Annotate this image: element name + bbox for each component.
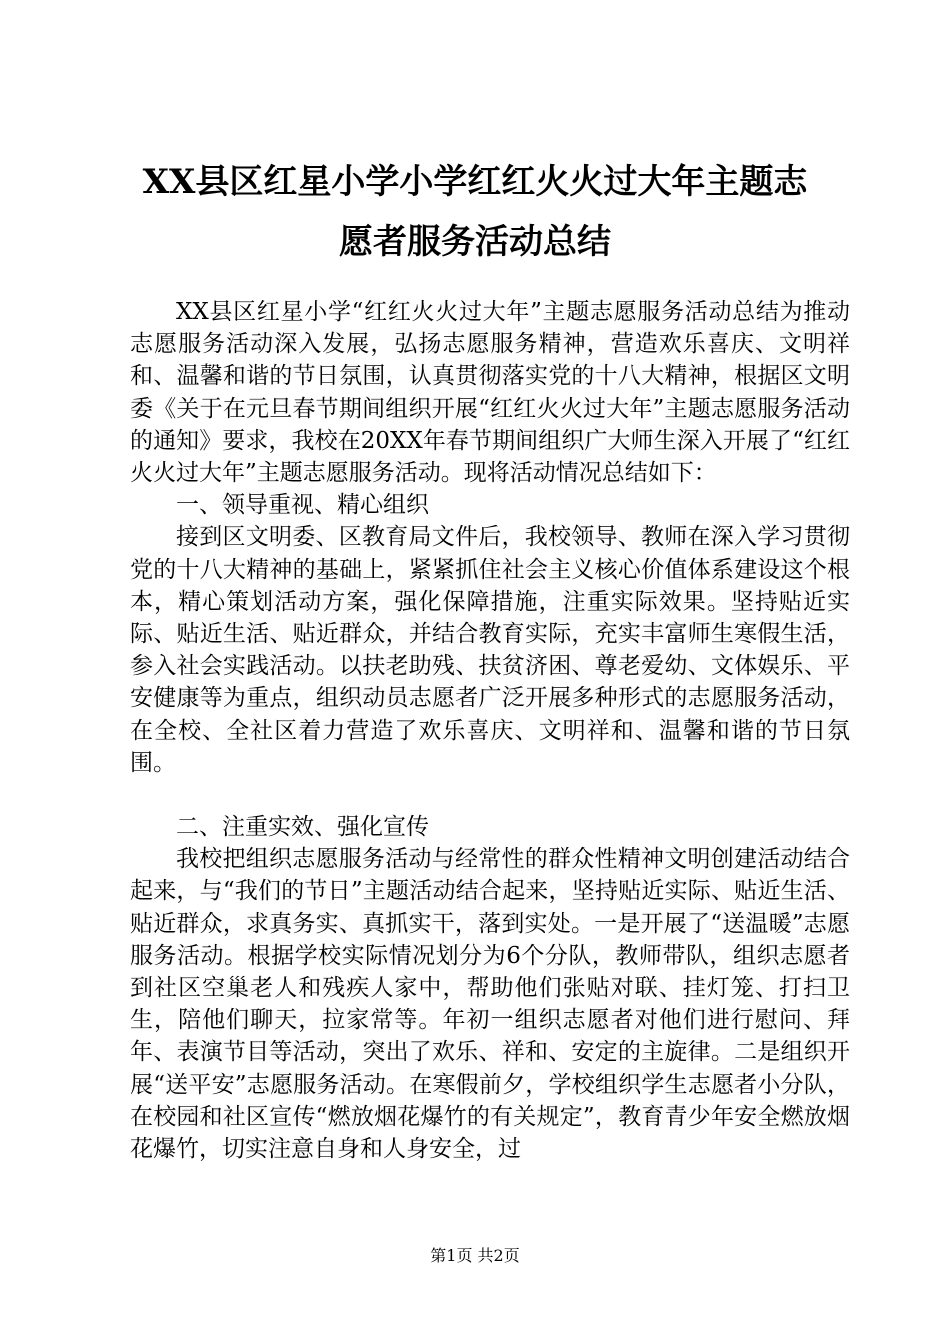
page-footer: 第1页 共2页 bbox=[430, 1246, 520, 1265]
paragraph-spacer bbox=[130, 779, 850, 811]
section-heading-2: 二、注重实效、强化宣传 bbox=[176, 814, 429, 841]
section-heading-1: 一、领导重视、精心组织 bbox=[176, 492, 429, 519]
document-body bbox=[130, 296, 850, 1165]
intro-paragraph: XX县区红星小学“红红火火过大年”主题志愿服务活动总结为推动志愿服务活动深入发展，弘扬志愿服务精神，营造欢乐喜庆、文明祥和、温馨和谐的节日氛围，认真贯彻落实党的十八大精神，根据区文明委《关于在元旦春节期间组织开展“红红火火过大年”主题志愿服务活动的通知》要求，我校在20XX年春节期间组织广大师生深入开展了“红红火火过大年”主题志愿服务活动。现将活动情况总结如下： bbox=[130, 299, 850, 487]
section-1-paragraph: 接到区文明委、区教育局文件后，我校领导、教师在深入学习贯彻党的十八大精神的基础上，紧紧抓住社会主义核心价值体系建设这个根本，精心策划活动方案，强化保障措施，注重实际效果。坚持贴近实际、贴近生活、贴近群众，并结合教育实际，充实丰富师生寒假生活，参入社会实践活动。以扶老助残、扶贫济困、尊老爱幼、文体娱乐、平安健康等为重点，组织动员志愿者广泛开展多种形式的志愿服务活动，在全校、全社区着力营造了欢乐喜庆、文明祥和、温馨和谐的节日氛围。 bbox=[130, 524, 850, 776]
document-title-line-2: 愿者服务活动总结 bbox=[339, 222, 611, 262]
document-title-line-1: XX县区红星小学小学红红火火过大年主题志 bbox=[142, 162, 808, 202]
section-2-paragraph: 我校把组织志愿服务活动与经常性的群众性精神文明创建活动结合起来，与“我们的节日”主题活动结合起来，坚持贴近实际、贴近生活、贴近群众，求真务实、真抓实干，落到实处。一是开展了“送温暖”志愿服务活动。根据学校实际情况划分为6个分队，教师带队，组织志愿者到社区空巢老人和残疾人家中，帮助他们张贴对联、挂灯笼、打扫卫生，陪他们聊天，拉家常等。年初一组织志愿者对他们进行慰问、拜年、表演节目等活动，突出了欢乐、祥和、安定的主旋律。二是组织开展“送平安”志愿服务活动。在寒假前夕，学校组织学生志愿者小分队，在校园和社区宣传“燃放烟花爆竹的有关规定”，教育青少年安全燃放烟花爆竹，切实注意自身和人身安全，过 bbox=[130, 846, 850, 1163]
